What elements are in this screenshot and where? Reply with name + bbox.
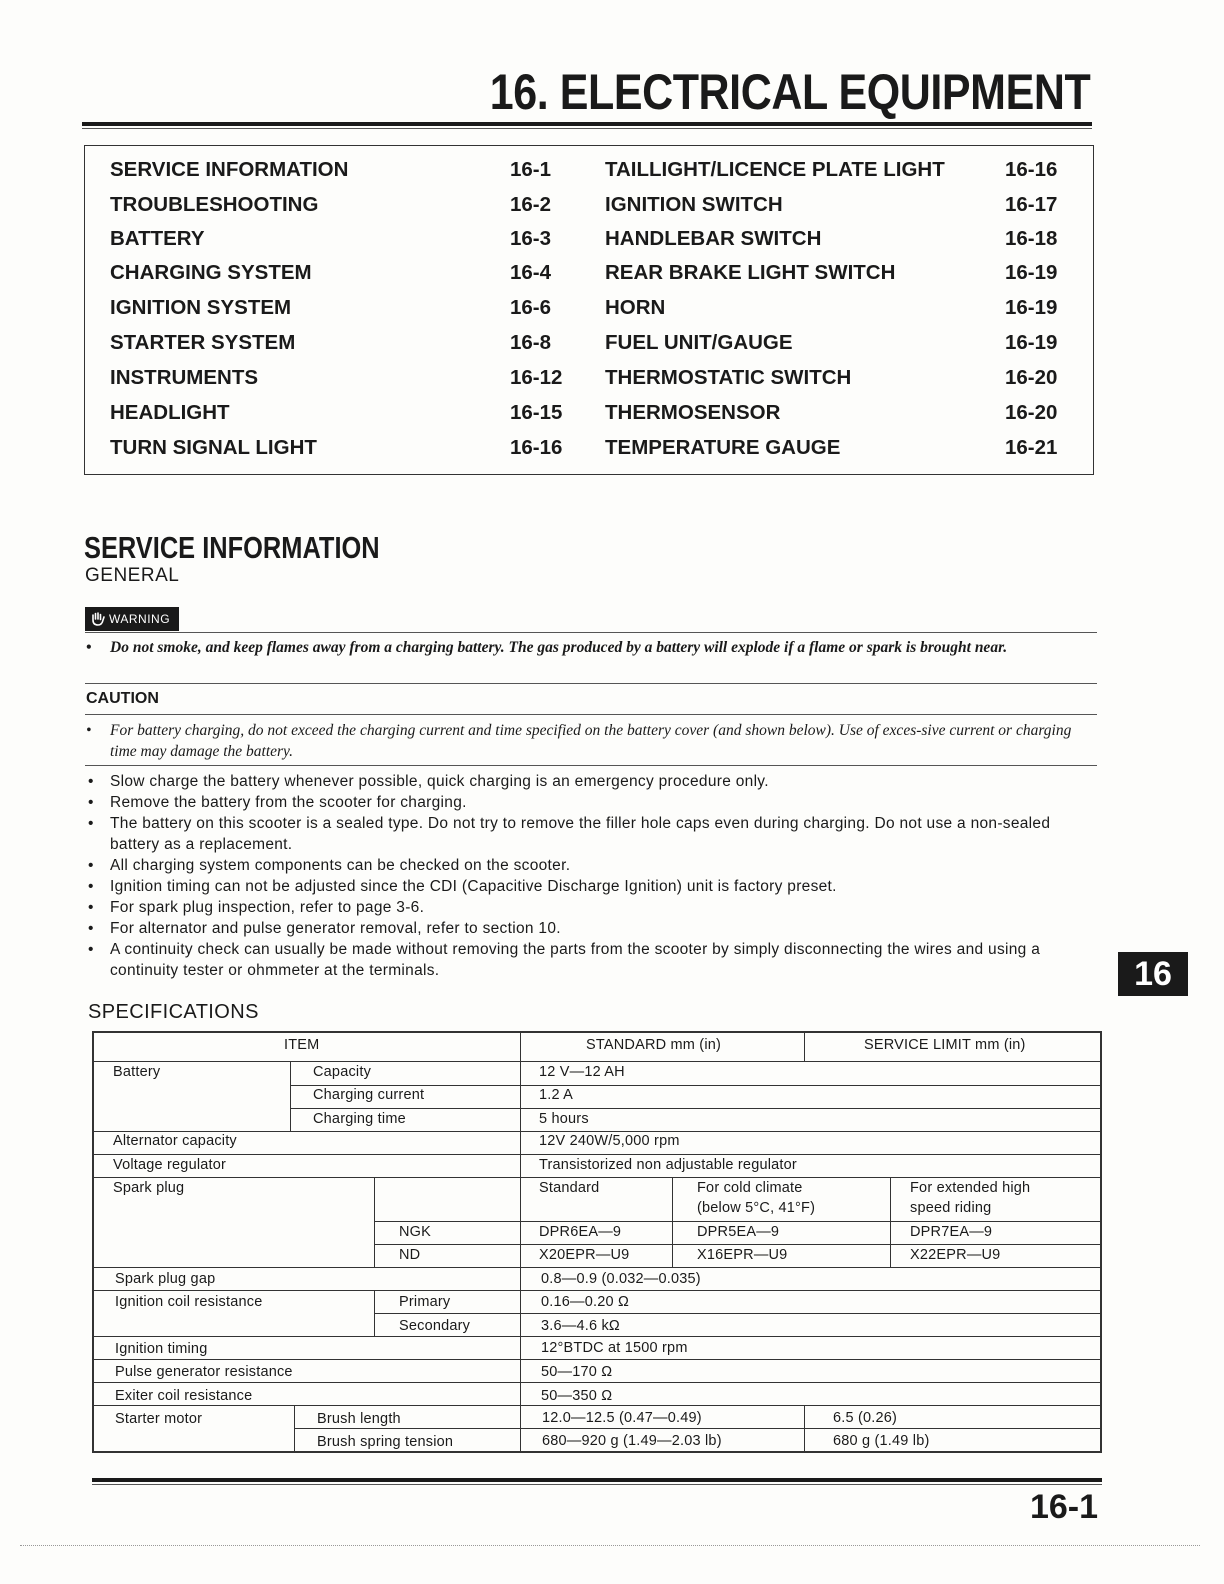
warning-label: WARNING <box>109 612 171 626</box>
specifications-table <box>92 1031 1102 1453</box>
general-notes-list <box>86 771 1098 981</box>
row-timing: Ignition timing <box>115 1341 208 1357</box>
toc-row <box>85 331 1093 366</box>
toc-entry[interactable]: BATTERY <box>110 227 205 250</box>
toc-entry[interactable]: TAILLIGHT/LICENCE PLATE LIGHT <box>605 158 945 181</box>
title-rule-thin <box>82 128 1092 129</box>
cell: X22EPR—U9 <box>910 1247 1001 1263</box>
cell: 680—920 g (1.49—2.03 lb) <box>542 1433 722 1449</box>
toc-page: 16-20 <box>1005 401 1058 424</box>
hand-warning-icon <box>90 611 106 627</box>
toc-row <box>85 227 1093 262</box>
toc-entry[interactable]: THERMOSENSOR <box>605 401 781 424</box>
bullet: • <box>86 639 92 656</box>
subsection-heading: GENERAL <box>85 565 180 586</box>
cell: speed riding <box>910 1200 992 1216</box>
toc-entry[interactable]: CHARGING SYSTEM <box>110 261 312 284</box>
cell: Charging current <box>313 1087 425 1103</box>
row-exciter: Exiter coil resistance <box>115 1388 253 1404</box>
list-item: • For spark plug inspection, refer to page 3-6. <box>88 899 425 916</box>
toc-entry[interactable]: THERMOSTATIC SWITCH <box>605 366 852 389</box>
caution-rule-top <box>85 714 1097 715</box>
toc-row <box>85 401 1093 436</box>
list-item: • Ignition timing can not be adjusted since the CDI (Capacitive Discharge Ignition) unit is factory preset. <box>88 878 837 895</box>
cell: Capacity <box>313 1064 372 1080</box>
toc-page: 16-1 <box>510 158 552 181</box>
warning-rule-top <box>85 632 1097 633</box>
specifications-heading: SPECIFICATIONS <box>88 1001 259 1023</box>
cell: 12 V—12 AH <box>539 1064 625 1080</box>
toc-page: 16-16 <box>510 436 563 459</box>
toc-page: 16-3 <box>510 227 552 250</box>
row-starter: Starter motor <box>115 1411 203 1427</box>
toc-page: 16-16 <box>1005 158 1058 181</box>
cell: 5 hours <box>539 1111 589 1127</box>
table-of-contents <box>84 145 1094 475</box>
toc-page: 16-8 <box>510 331 552 354</box>
toc-row <box>85 193 1093 228</box>
chapter-title: 16. ELECTRICAL EQUIPMENT <box>489 64 1090 120</box>
cell: Brush length <box>317 1411 401 1427</box>
toc-page: 16-4 <box>510 261 552 284</box>
toc-row <box>85 296 1093 331</box>
cell: ND <box>399 1247 421 1263</box>
row-pulse: Pulse generator resistance <box>115 1364 293 1380</box>
toc-row <box>85 158 1093 193</box>
toc-page: 16-18 <box>1005 227 1058 250</box>
col-header-standard: STANDARD mm (in) <box>586 1037 722 1053</box>
toc-entry[interactable]: INSTRUMENTS <box>110 366 259 389</box>
list-item: • The battery on this scooter is a sealed type. Do not try to remove the filler hole caps even during charging. Do not use a non-sealed battery as a replacement. <box>88 815 1051 853</box>
list-item: • A continuity check can usually be made without removing the parts from the scooter by simply disconnecting the wires and using a continuity tester or ohmmeter at the terminals. <box>88 941 1041 979</box>
toc-entry[interactable]: IGNITION SYSTEM <box>110 296 292 319</box>
scan-edge <box>20 1545 1200 1547</box>
cell: Standard <box>539 1180 600 1196</box>
col-header-item: ITEM <box>284 1037 320 1053</box>
warning-rule-bottom <box>85 683 1097 684</box>
cell: For extended high <box>910 1180 1031 1196</box>
toc-row <box>85 366 1093 401</box>
row-alternator: Alternator capacity <box>113 1133 237 1149</box>
cell: Secondary <box>399 1318 471 1334</box>
toc-row <box>85 261 1093 296</box>
cell: Primary <box>399 1294 451 1310</box>
cell: Brush spring tension <box>317 1434 454 1450</box>
toc-page: 16-19 <box>1005 296 1058 319</box>
toc-page: 16-19 <box>1005 331 1058 354</box>
col-header-limit: SERVICE LIMIT mm (in) <box>864 1037 1026 1053</box>
list-item: • Remove the battery from the scooter for charging. <box>88 794 467 811</box>
row-spark-plug: Spark plug <box>113 1180 185 1196</box>
cell: For cold climate <box>697 1180 803 1196</box>
toc-page: 16-12 <box>510 366 563 389</box>
toc-page: 16-6 <box>510 296 552 319</box>
toc-entry[interactable]: REAR BRAKE LIGHT SWITCH <box>605 261 896 284</box>
cell: (below 5°C, 41°F) <box>697 1200 816 1216</box>
caution-text: For battery charging, do not exceed the charging current and time specified on the battery cover (and shown below). Use of exces-sive current or charging time may damage the battery. <box>110 722 1072 760</box>
section-tab[interactable]: 16 <box>1118 952 1188 996</box>
toc-entry[interactable]: STARTER SYSTEM <box>110 331 296 354</box>
cell: 50—170 Ω <box>541 1364 613 1380</box>
toc-entry[interactable]: HORN <box>605 296 666 319</box>
toc-entry[interactable]: HEADLIGHT <box>110 401 230 424</box>
list-item: • For alternator and pulse generator removal, refer to section 10. <box>88 920 561 937</box>
toc-entry[interactable]: TEMPERATURE GAUGE <box>605 436 841 459</box>
row-gap: Spark plug gap <box>115 1271 216 1287</box>
toc-page: 16-2 <box>510 193 552 216</box>
cell: DPR7EA—9 <box>910 1224 993 1240</box>
toc-page: 16-21 <box>1005 436 1058 459</box>
cell: 3.6—4.6 kΩ <box>541 1318 620 1334</box>
caution-label: CAUTION <box>86 690 159 707</box>
cell: 1.2 A <box>539 1087 574 1103</box>
cell: 12°BTDC at 1500 rpm <box>541 1340 688 1356</box>
toc-page: 16-20 <box>1005 366 1058 389</box>
caution-rule-bottom <box>85 765 1097 766</box>
cell: 12.0—12.5 (0.47—0.49) <box>542 1410 702 1426</box>
cell: 0.16—0.20 Ω <box>541 1294 630 1310</box>
list-item: • All charging system components can be checked on the scooter. <box>88 857 571 874</box>
row-regulator: Voltage regulator <box>113 1157 227 1173</box>
row-coil: Ignition coil resistance <box>115 1294 263 1310</box>
cell: DPR5EA—9 <box>697 1224 780 1240</box>
cell: DPR6EA—9 <box>539 1224 622 1240</box>
toc-entry[interactable]: IGNITION SWITCH <box>605 193 783 216</box>
toc-entry[interactable]: TURN SIGNAL LIGHT <box>110 436 317 459</box>
cell: Transistorized non adjustable regulator <box>539 1157 797 1173</box>
footer-rule-thin <box>92 1484 1102 1485</box>
cell: 0.8—0.9 (0.032—0.035) <box>541 1271 701 1287</box>
title-rule <box>82 122 1092 126</box>
cell: Charging time <box>313 1111 406 1127</box>
toc-entry[interactable]: FUEL UNIT/GAUGE <box>605 331 793 354</box>
footer-rule <box>92 1478 1102 1482</box>
caution-note <box>86 720 1098 762</box>
warning-text: Do not smoke, and keep flames away from a charging battery. The gas produced by a battery will explode if a flame or spark is brought near. <box>110 639 1008 656</box>
toc-row <box>85 436 1093 471</box>
bullet: • <box>86 722 92 739</box>
toc-entry[interactable]: HANDLEBAR SWITCH <box>605 227 822 250</box>
warning-badge <box>85 607 179 631</box>
toc-entry[interactable]: TROUBLESHOOTING <box>110 193 319 216</box>
toc-entry[interactable]: SERVICE INFORMATION <box>110 158 349 181</box>
row-battery: Battery <box>113 1064 161 1080</box>
toc-page: 16-15 <box>510 401 563 424</box>
toc-page: 16-17 <box>1005 193 1058 216</box>
list-item: • Slow charge the battery whenever possible, quick charging is an emergency procedure only. <box>88 773 769 790</box>
page-number: 16-1 <box>1029 1488 1098 1526</box>
cell: X20EPR—U9 <box>539 1247 630 1263</box>
section-heading: SERVICE INFORMATION <box>84 530 380 565</box>
warning-note <box>86 637 1098 658</box>
cell: 50—350 Ω <box>541 1388 613 1404</box>
cell: NGK <box>399 1224 432 1240</box>
cell: X16EPR—U9 <box>697 1247 788 1263</box>
toc-page: 16-19 <box>1005 261 1058 284</box>
cell: 6.5 (0.26) <box>833 1410 898 1426</box>
cell: 12V 240W/5,000 rpm <box>539 1133 680 1149</box>
cell: 680 g (1.49 lb) <box>833 1433 930 1449</box>
